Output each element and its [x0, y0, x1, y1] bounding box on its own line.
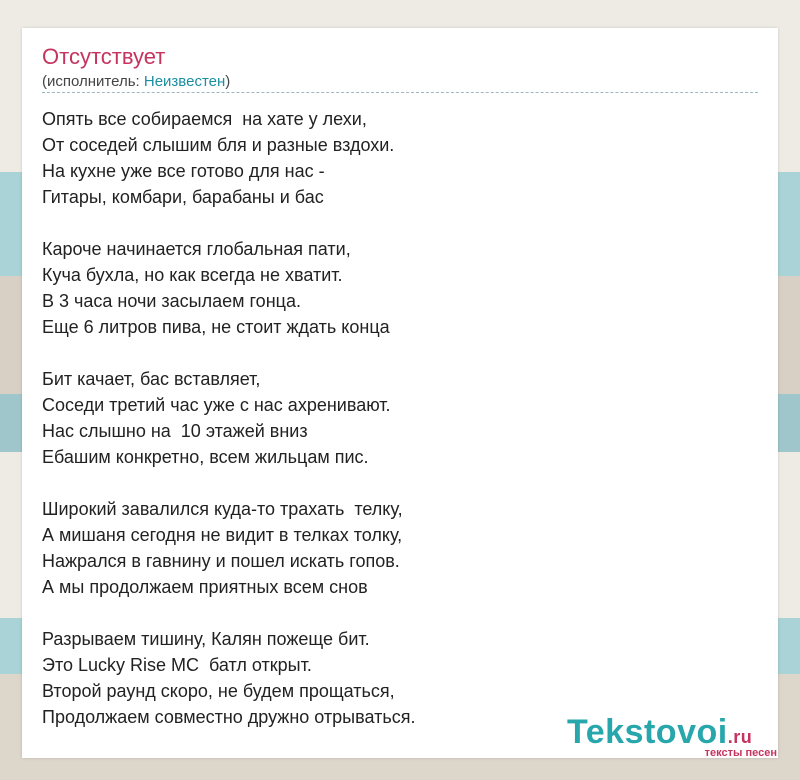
lyric-line: Продолжаем совместно дружно отрываться. — [42, 707, 416, 727]
artist-prefix: (исполнитель: — [42, 73, 144, 90]
lyric-line: Опять все собираемся на хате у лехи, — [42, 109, 367, 129]
lyric-line: От соседей слышим бля и разные вздохи. — [42, 135, 395, 155]
logo-name: Tekstovoi — [567, 713, 728, 751]
lyric-line: А мы продолжаем приятных всем снов — [42, 577, 368, 597]
lyric-line: Разрываем тишину, Калян пожеще бит. — [42, 629, 370, 649]
lyric-line: Кароче начинается глобальная пати, — [42, 239, 351, 259]
lyric-line: Еще 6 литров пива, не стоит ждать конца — [42, 317, 390, 337]
lyric-line: Бит качает, бас вставляет, — [42, 369, 261, 389]
lyric-line: Ебашим конкретно, всем жильцам пис. — [42, 447, 369, 467]
lyric-line: Куча бухла, но как всегда не хватит. — [42, 265, 343, 285]
artist-line — [42, 73, 230, 91]
lyric-line: В 3 часа ночи засылаем гонца. — [42, 291, 301, 311]
divider — [42, 92, 758, 93]
stanza — [42, 106, 742, 210]
lyric-line: Нажрался в гавнину и пошел искать гопов. — [42, 551, 400, 571]
lyric-line: Широкий завалился куда-то трахать телку, — [42, 499, 403, 519]
artist-suffix: ) — [225, 73, 231, 90]
lyric-line: Гитары, комбари, барабаны и бас — [42, 187, 324, 207]
lyric-line: Это Lucky Rise MC батл открыт. — [42, 655, 312, 675]
lyric-line: Соседи третий час уже с нас ахренивают. — [42, 395, 391, 415]
logo-tld: .ru — [727, 727, 753, 747]
lyrics-card — [22, 28, 778, 758]
lyric-line: А мишаня сегодня не видит в телках толку, — [42, 525, 403, 545]
artist-link[interactable]: Неизвестен — [143, 73, 226, 90]
lyric-line: Второй раунд скоро, не будем прощаться, — [42, 681, 395, 701]
stanza — [42, 496, 742, 600]
stanza — [42, 236, 742, 340]
song-title: Отсутствует — [42, 44, 166, 69]
site-logo[interactable] — [567, 712, 777, 758]
lyric-line: Нас слышно на 10 этажей вниз — [42, 421, 308, 441]
lyrics-body — [42, 106, 742, 756]
stanza — [42, 366, 742, 470]
lyric-line: На кухне уже все готово для нас - — [42, 161, 325, 181]
logo-tagline: тексты песен — [704, 747, 777, 759]
